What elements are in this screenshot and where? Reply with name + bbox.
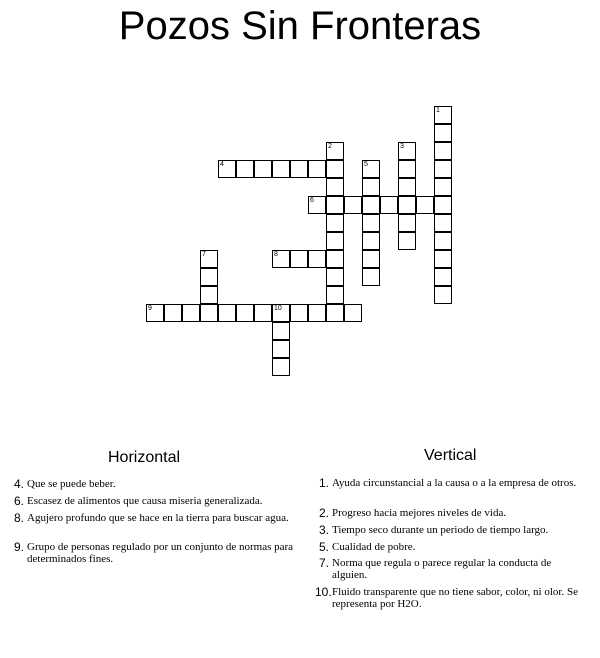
clue-number: 1. [318, 476, 329, 490]
grid-cell[interactable] [272, 322, 290, 340]
grid-cell[interactable] [272, 358, 290, 376]
puzzle-title: Pozos Sin Fronteras [118, 4, 482, 48]
grid-cell[interactable] [434, 160, 452, 178]
grid-cell[interactable] [362, 196, 380, 214]
grid-cell[interactable] [362, 268, 380, 286]
grid-cell[interactable] [200, 250, 218, 268]
grid-cell[interactable] [398, 196, 416, 214]
grid-cell[interactable] [308, 304, 326, 322]
cell-number: 9 [148, 305, 152, 312]
grid-cell[interactable] [362, 250, 380, 268]
grid-cell[interactable] [164, 304, 182, 322]
grid-cell[interactable] [434, 268, 452, 286]
cell-number: 1 [436, 107, 440, 114]
grid-cell[interactable] [362, 232, 380, 250]
clue-down-2 [315, 507, 600, 521]
clue-number: 5. [318, 540, 329, 554]
grid-cell[interactable] [272, 250, 290, 268]
clue-text: Que se puede beber. [27, 478, 116, 490]
clue-number: 4. [13, 477, 24, 491]
cell-number: 2 [328, 143, 332, 150]
grid-cell[interactable] [434, 250, 452, 268]
clue-text: Escasez de alimentos que causa miseria generalizada. [27, 495, 263, 507]
grid-cell[interactable] [398, 214, 416, 232]
grid-cell[interactable] [434, 142, 452, 160]
grid-cell[interactable] [272, 304, 290, 322]
grid-cell[interactable] [398, 142, 416, 160]
clue-number: 2. [318, 506, 329, 520]
clue-across-6 [10, 495, 300, 509]
clue-text: Grupo de personas regulado por un conjunto de normas para determinados fines. [27, 541, 294, 565]
clue-text: Agujero profundo que se hace en la tierra para buscar agua. [27, 512, 289, 524]
grid-cell[interactable] [434, 286, 452, 304]
grid-cell[interactable] [434, 106, 452, 124]
grid-cell[interactable] [344, 196, 362, 214]
clue-down-10 [315, 586, 600, 612]
grid-cell[interactable] [326, 286, 344, 304]
grid-cell[interactable] [218, 304, 236, 322]
cell-number: 4 [220, 161, 224, 168]
cell-number: 10 [274, 305, 282, 312]
clue-number: 7. [318, 556, 329, 570]
grid-cell[interactable] [290, 250, 308, 268]
clue-text: Tiempo seco durante un periodo de tiempo largo. [332, 524, 549, 536]
grid-cell[interactable] [290, 304, 308, 322]
grid-cell[interactable] [362, 178, 380, 196]
grid-cell[interactable] [326, 250, 344, 268]
clue-text: Fluido transparente que no tiene sabor, color, ni olor. Se representa por H2O. [332, 586, 578, 610]
clue-number: 6. [13, 494, 24, 508]
grid-cell[interactable] [200, 304, 218, 322]
grid-cell[interactable] [362, 214, 380, 232]
clue-number: 3. [318, 523, 329, 537]
clue-across-9 [10, 541, 300, 567]
grid-cell[interactable] [398, 178, 416, 196]
clue-across-8 [10, 512, 300, 538]
grid-cell[interactable] [434, 214, 452, 232]
grid-cell[interactable] [434, 196, 452, 214]
grid-cell[interactable] [146, 304, 164, 322]
cell-number: 5 [364, 161, 368, 168]
cell-number: 3 [400, 143, 404, 150]
down-heading: Vertical [424, 447, 477, 464]
clue-text: Norma que regula o parece regular la conducta de alguien. [332, 557, 552, 581]
grid-cell[interactable] [398, 160, 416, 178]
grid-cell[interactable] [416, 196, 434, 214]
grid-cell[interactable] [200, 286, 218, 304]
across-heading: Horizontal [108, 449, 181, 466]
cell-number: 8 [274, 251, 278, 258]
clue-number: 10. [315, 585, 332, 599]
grid-cell[interactable] [326, 304, 344, 322]
clue-text: Progreso hacia mejores niveles de vida. [332, 507, 507, 519]
grid-cell[interactable] [308, 196, 326, 214]
grid-cell[interactable] [326, 142, 344, 160]
grid-cell[interactable] [254, 304, 272, 322]
grid-cell[interactable] [236, 160, 254, 178]
grid-cell[interactable] [272, 340, 290, 358]
grid-cell[interactable] [380, 196, 398, 214]
clue-down-1 [315, 477, 600, 491]
grid-cell[interactable] [398, 232, 416, 250]
clue-number: 8. [13, 511, 24, 525]
grid-cell[interactable] [434, 232, 452, 250]
grid-cell[interactable] [290, 160, 308, 178]
clue-down-7 [315, 557, 600, 583]
grid-cell[interactable] [434, 178, 452, 196]
clue-down-3 [315, 524, 600, 538]
grid-cell[interactable] [326, 196, 344, 214]
clue-number: 9. [13, 540, 24, 554]
clue-down-5 [315, 541, 600, 555]
grid-cell[interactable] [254, 160, 272, 178]
grid-cell[interactable] [182, 304, 200, 322]
clue-text: Cualidad de pobre. [332, 541, 416, 553]
grid-cell[interactable] [326, 214, 344, 232]
grid-cell[interactable] [344, 304, 362, 322]
clue-across-4 [10, 478, 300, 492]
grid-cell[interactable] [200, 268, 218, 286]
grid-cell[interactable] [308, 250, 326, 268]
cell-number: 6 [310, 197, 314, 204]
grid-cell[interactable] [362, 160, 380, 178]
grid-cell[interactable] [272, 160, 290, 178]
grid-cell[interactable] [326, 178, 344, 196]
grid-cell[interactable] [326, 160, 344, 178]
grid-cell[interactable] [236, 304, 254, 322]
grid-cell[interactable] [218, 160, 236, 178]
grid-cell[interactable] [308, 160, 326, 178]
clue-text: Ayuda circunstancial a la causa o a la empresa de otros. [332, 477, 577, 489]
grid-cell[interactable] [326, 232, 344, 250]
cell-number: 7 [202, 251, 206, 258]
grid-cell[interactable] [326, 268, 344, 286]
grid-cell[interactable] [434, 124, 452, 142]
